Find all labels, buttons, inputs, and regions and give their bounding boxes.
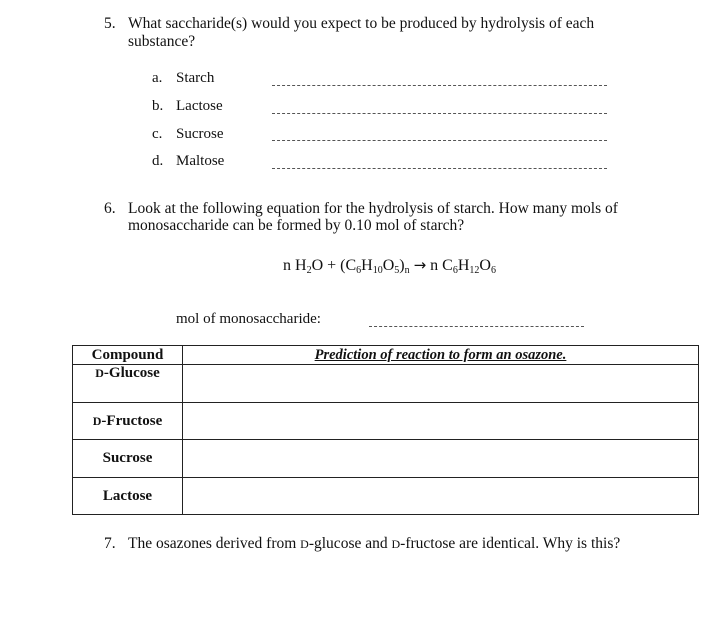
table-row <box>73 403 699 440</box>
q5-item-label: Lactose <box>176 98 223 114</box>
table-header-row <box>73 346 699 365</box>
header-compound: Compound <box>73 346 183 365</box>
compound-cell: D-Fructose <box>73 403 183 440</box>
q5-item-letter: d. <box>152 153 164 169</box>
q5-item-label: Maltose <box>176 153 225 169</box>
q7-number: 7. <box>104 535 116 552</box>
q5-item-letter: b. <box>152 98 164 114</box>
q5-answer-line-b[interactable] <box>272 113 607 114</box>
q5-item-letter: c. <box>152 126 163 142</box>
q5-answer-line-c[interactable] <box>272 140 607 141</box>
q5-item-label: Starch <box>176 70 215 86</box>
q5-answer-line-d[interactable] <box>272 168 607 169</box>
q5-text-line2: substance? <box>128 33 196 50</box>
compound-cell: Sucrose <box>73 440 183 478</box>
prediction-cell[interactable] <box>183 365 699 403</box>
q5-item-c <box>152 126 252 143</box>
hydrolysis-equation: n $H_2O + (C_6H_{10}O_5)_n \to n$ $C_6H_{12}O_6$ <box>283 256 496 276</box>
q5-item-letter: a. <box>152 70 163 86</box>
prediction-cell[interactable] <box>183 440 699 478</box>
q5-item-label: Sucrose <box>176 126 224 142</box>
q5-answer-line-a[interactable] <box>272 85 607 86</box>
q5-text-line1: What saccharide(s) would you expect to be produced by hydrolysis of each <box>128 15 595 32</box>
q5-item-b <box>152 98 252 115</box>
q6-text-line2: monosaccharide can be formed by 0.10 mol of starch? <box>128 217 465 234</box>
q6-number: 6. <box>104 200 116 217</box>
table-row <box>73 365 699 403</box>
q7-text: The osazones derived from D-glucose and D-fructose are identical. Why is this? <box>128 535 621 552</box>
q6-answer-line[interactable] <box>369 326 584 327</box>
q5-item-a <box>152 70 252 87</box>
q6-text-line1: Look at the following equation for the hydrolysis of starch. How many mols of <box>128 200 618 217</box>
q5-item-d <box>152 153 252 170</box>
prediction-cell[interactable] <box>183 403 699 440</box>
arrow-icon: → <box>413 256 427 274</box>
q5-number: 5. <box>104 15 116 32</box>
compound-cell: Lactose <box>73 478 183 515</box>
header-prediction: Prediction of reaction to form an osazone. <box>183 346 699 365</box>
osazone-table <box>72 345 699 515</box>
compound-cell: D-Glucose <box>73 365 183 403</box>
table-row <box>73 440 699 478</box>
q6-answer-label: mol of monosaccharide: <box>176 311 321 327</box>
prediction-cell[interactable] <box>183 478 699 515</box>
table-row <box>73 478 699 515</box>
